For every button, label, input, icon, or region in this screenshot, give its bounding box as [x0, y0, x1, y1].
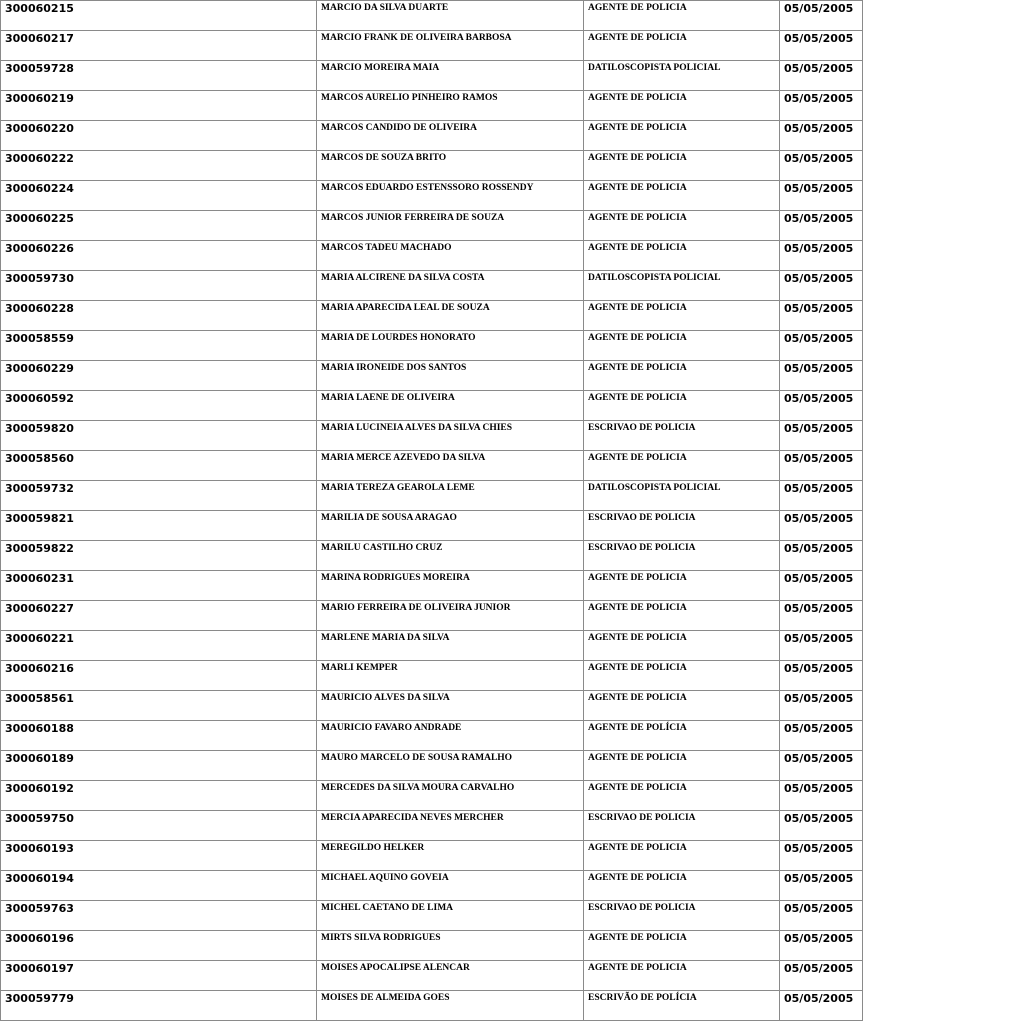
table-row — [1, 601, 863, 631]
employee-name-cell: MOISES APOCALIPSE ALENCAR — [317, 961, 584, 991]
table-row — [1, 121, 863, 151]
table-row — [1, 1, 863, 31]
position-cell: AGENTE DE POLICIA — [584, 331, 780, 361]
registration-number-cell: 300060193 — [1, 841, 317, 871]
date-cell: 05/05/2005 — [780, 571, 863, 601]
position-cell: DATILOSCOPISTA POLICIAL — [584, 61, 780, 91]
table-row — [1, 781, 863, 811]
employee-name-cell: MIRTS SILVA RODRIGUES — [317, 931, 584, 961]
registration-number-cell: 300060228 — [1, 301, 317, 331]
position-cell: ESCRIVAO DE POLICIA — [584, 901, 780, 931]
position-cell: AGENTE DE POLICIA — [584, 961, 780, 991]
table-row — [1, 61, 863, 91]
date-cell: 05/05/2005 — [780, 211, 863, 241]
employee-name-cell: MARIA IRONEIDE DOS SANTOS — [317, 361, 584, 391]
table-row — [1, 751, 863, 781]
registration-number-cell: 300060222 — [1, 151, 317, 181]
date-cell: 05/05/2005 — [780, 391, 863, 421]
registration-number-cell: 300059750 — [1, 811, 317, 841]
position-cell: AGENTE DE POLICIA — [584, 301, 780, 331]
position-cell: AGENTE DE POLICIA — [584, 31, 780, 61]
date-cell: 05/05/2005 — [780, 841, 863, 871]
date-cell: 05/05/2005 — [780, 121, 863, 151]
date-cell: 05/05/2005 — [780, 481, 863, 511]
registration-number-cell: 300058560 — [1, 451, 317, 481]
employee-name-cell: MARIA LAENE DE OLIVEIRA — [317, 391, 584, 421]
registration-number-cell: 300058559 — [1, 331, 317, 361]
position-cell: AGENTE DE POLICIA — [584, 241, 780, 271]
table-row — [1, 301, 863, 331]
table-row — [1, 991, 863, 1021]
employee-name-cell: MOISES DE ALMEIDA GOES — [317, 991, 584, 1021]
date-cell: 05/05/2005 — [780, 511, 863, 541]
registration-number-cell: 300060592 — [1, 391, 317, 421]
registration-number-cell: 300060194 — [1, 871, 317, 901]
table-row — [1, 511, 863, 541]
registration-number-cell: 300059763 — [1, 901, 317, 931]
employee-name-cell: MARIA MERCE AZEVEDO DA SILVA — [317, 451, 584, 481]
date-cell: 05/05/2005 — [780, 61, 863, 91]
table-row — [1, 151, 863, 181]
employee-name-cell: MEREGILDO HELKER — [317, 841, 584, 871]
table-row — [1, 331, 863, 361]
table-row — [1, 421, 863, 451]
employee-name-cell: MERCEDES DA SILVA MOURA CARVALHO — [317, 781, 584, 811]
registration-number-cell: 300059822 — [1, 541, 317, 571]
date-cell: 05/05/2005 — [780, 721, 863, 751]
registration-number-cell: 300060188 — [1, 721, 317, 751]
registration-number-cell: 300059728 — [1, 61, 317, 91]
date-cell: 05/05/2005 — [780, 811, 863, 841]
table-row — [1, 631, 863, 661]
registration-number-cell: 300060215 — [1, 1, 317, 31]
registration-number-cell: 300059730 — [1, 271, 317, 301]
registration-number-cell: 300060192 — [1, 781, 317, 811]
date-cell: 05/05/2005 — [780, 781, 863, 811]
position-cell: AGENTE DE POLICIA — [584, 451, 780, 481]
employee-name-cell: MARCOS TADEU MACHADO — [317, 241, 584, 271]
employee-name-cell: MARIA TEREZA GEAROLA LEME — [317, 481, 584, 511]
registration-number-cell: 300060231 — [1, 571, 317, 601]
table-row — [1, 241, 863, 271]
table-row — [1, 961, 863, 991]
date-cell: 05/05/2005 — [780, 991, 863, 1021]
position-cell: AGENTE DE POLICIA — [584, 91, 780, 121]
date-cell: 05/05/2005 — [780, 631, 863, 661]
position-cell: AGENTE DE POLICIA — [584, 781, 780, 811]
position-cell: AGENTE DE POLICIA — [584, 361, 780, 391]
employee-name-cell: MARCIO FRANK DE OLIVEIRA BARBOSA — [317, 31, 584, 61]
date-cell: 05/05/2005 — [780, 31, 863, 61]
position-cell: AGENTE DE POLICIA — [584, 841, 780, 871]
date-cell: 05/05/2005 — [780, 241, 863, 271]
table-row — [1, 931, 863, 961]
registration-number-cell: 300060227 — [1, 601, 317, 631]
registration-number-cell: 300060226 — [1, 241, 317, 271]
date-cell: 05/05/2005 — [780, 151, 863, 181]
employee-name-cell: MAURO MARCELO DE SOUSA RAMALHO — [317, 751, 584, 781]
date-cell: 05/05/2005 — [780, 931, 863, 961]
table-row — [1, 541, 863, 571]
table-row — [1, 721, 863, 751]
date-cell: 05/05/2005 — [780, 331, 863, 361]
position-cell: AGENTE DE POLICIA — [584, 871, 780, 901]
table-row — [1, 211, 863, 241]
date-cell: 05/05/2005 — [780, 601, 863, 631]
table-row — [1, 691, 863, 721]
date-cell: 05/05/2005 — [780, 751, 863, 781]
position-cell: DATILOSCOPISTA POLICIAL — [584, 481, 780, 511]
date-cell: 05/05/2005 — [780, 361, 863, 391]
registration-number-cell: 300060196 — [1, 931, 317, 961]
table-row — [1, 451, 863, 481]
position-cell: AGENTE DE POLICIA — [584, 151, 780, 181]
employee-name-cell: MARCOS DE SOUZA BRITO — [317, 151, 584, 181]
position-cell: AGENTE DE POLICIA — [584, 691, 780, 721]
employee-name-cell: MARIA DE LOURDES HONORATO — [317, 331, 584, 361]
date-cell: 05/05/2005 — [780, 271, 863, 301]
employee-name-cell: MARIA ALCIRENE DA SILVA COSTA — [317, 271, 584, 301]
table-row — [1, 391, 863, 421]
personnel-table-body — [1, 1, 863, 1021]
employee-name-cell: MARCOS CANDIDO DE OLIVEIRA — [317, 121, 584, 151]
position-cell: AGENTE DE POLICIA — [584, 601, 780, 631]
date-cell: 05/05/2005 — [780, 451, 863, 481]
date-cell: 05/05/2005 — [780, 961, 863, 991]
employee-name-cell: MARCIO DA SILVA DUARTE — [317, 1, 584, 31]
employee-name-cell: MARINA RODRIGUES MOREIRA — [317, 571, 584, 601]
employee-name-cell: MARILIA DE SOUSA ARAGAO — [317, 511, 584, 541]
table-row — [1, 271, 863, 301]
date-cell: 05/05/2005 — [780, 691, 863, 721]
registration-number-cell: 300060220 — [1, 121, 317, 151]
position-cell: AGENTE DE POLICIA — [584, 211, 780, 241]
table-row — [1, 811, 863, 841]
date-cell: 05/05/2005 — [780, 181, 863, 211]
date-cell: 05/05/2005 — [780, 91, 863, 121]
table-row — [1, 91, 863, 121]
date-cell: 05/05/2005 — [780, 661, 863, 691]
registration-number-cell: 300059732 — [1, 481, 317, 511]
table-row — [1, 571, 863, 601]
employee-name-cell: MARIA APARECIDA LEAL DE SOUZA — [317, 301, 584, 331]
date-cell: 05/05/2005 — [780, 421, 863, 451]
employee-name-cell: MARILU CASTILHO CRUZ — [317, 541, 584, 571]
table-row — [1, 31, 863, 61]
position-cell: AGENTE DE POLICIA — [584, 571, 780, 601]
employee-name-cell: MARCOS JUNIOR FERREIRA DE SOUZA — [317, 211, 584, 241]
date-cell: 05/05/2005 — [780, 301, 863, 331]
registration-number-cell: 300060221 — [1, 631, 317, 661]
position-cell: ESCRIVAO DE POLICIA — [584, 511, 780, 541]
position-cell: AGENTE DE POLICIA — [584, 751, 780, 781]
table-row — [1, 361, 863, 391]
table-row — [1, 661, 863, 691]
table-row — [1, 481, 863, 511]
position-cell: AGENTE DE POLICIA — [584, 391, 780, 421]
table-row — [1, 181, 863, 211]
registration-number-cell: 300060217 — [1, 31, 317, 61]
position-cell: DATILOSCOPISTA POLICIAL — [584, 271, 780, 301]
position-cell: AGENTE DE POLICIA — [584, 661, 780, 691]
registration-number-cell: 300059779 — [1, 991, 317, 1021]
date-cell: 05/05/2005 — [780, 871, 863, 901]
registration-number-cell: 300060229 — [1, 361, 317, 391]
employee-name-cell: MICHEL CAETANO DE LIMA — [317, 901, 584, 931]
position-cell: AGENTE DE POLICIA — [584, 931, 780, 961]
employee-name-cell: MERCIA APARECIDA NEVES MERCHER — [317, 811, 584, 841]
registration-number-cell: 300060225 — [1, 211, 317, 241]
employee-name-cell: MAURICIO FAVARO ANDRADE — [317, 721, 584, 751]
registration-number-cell: 300059821 — [1, 511, 317, 541]
employee-name-cell: MARLENE MARIA DA SILVA — [317, 631, 584, 661]
position-cell: AGENTE DE POLICIA — [584, 1, 780, 31]
position-cell: ESCRIVAO DE POLICIA — [584, 421, 780, 451]
date-cell: 05/05/2005 — [780, 541, 863, 571]
employee-name-cell: MARCOS EDUARDO ESTENSSORO ROSSENDY — [317, 181, 584, 211]
employee-name-cell: MARCOS AURELIO PINHEIRO RAMOS — [317, 91, 584, 121]
position-cell: AGENTE DE POLICIA — [584, 121, 780, 151]
registration-number-cell: 300060219 — [1, 91, 317, 121]
position-cell: ESCRIVAO DE POLICIA — [584, 541, 780, 571]
registration-number-cell: 300060216 — [1, 661, 317, 691]
registration-number-cell: 300060224 — [1, 181, 317, 211]
employee-name-cell: MICHAEL AQUINO GOVEIA — [317, 871, 584, 901]
employee-name-cell: MARIO FERREIRA DE OLIVEIRA JUNIOR — [317, 601, 584, 631]
position-cell: ESCRIVAO DE POLICIA — [584, 811, 780, 841]
position-cell: AGENTE DE POLICIA — [584, 631, 780, 661]
position-cell: AGENTE DE POLICIA — [584, 181, 780, 211]
date-cell: 05/05/2005 — [780, 1, 863, 31]
date-cell: 05/05/2005 — [780, 901, 863, 931]
table-row — [1, 901, 863, 931]
position-cell: AGENTE DE POLÍCIA — [584, 721, 780, 751]
employee-name-cell: MAURICIO ALVES DA SILVA — [317, 691, 584, 721]
employee-name-cell: MARCIO MOREIRA MAIA — [317, 61, 584, 91]
registration-number-cell: 300060189 — [1, 751, 317, 781]
registration-number-cell: 300060197 — [1, 961, 317, 991]
employee-name-cell: MARLI KEMPER — [317, 661, 584, 691]
employee-name-cell: MARIA LUCINEIA ALVES DA SILVA CHIES — [317, 421, 584, 451]
table-row — [1, 871, 863, 901]
table-row — [1, 841, 863, 871]
position-cell: ESCRIVÃO DE POLÍCIA — [584, 991, 780, 1021]
registration-number-cell: 300058561 — [1, 691, 317, 721]
registration-number-cell: 300059820 — [1, 421, 317, 451]
